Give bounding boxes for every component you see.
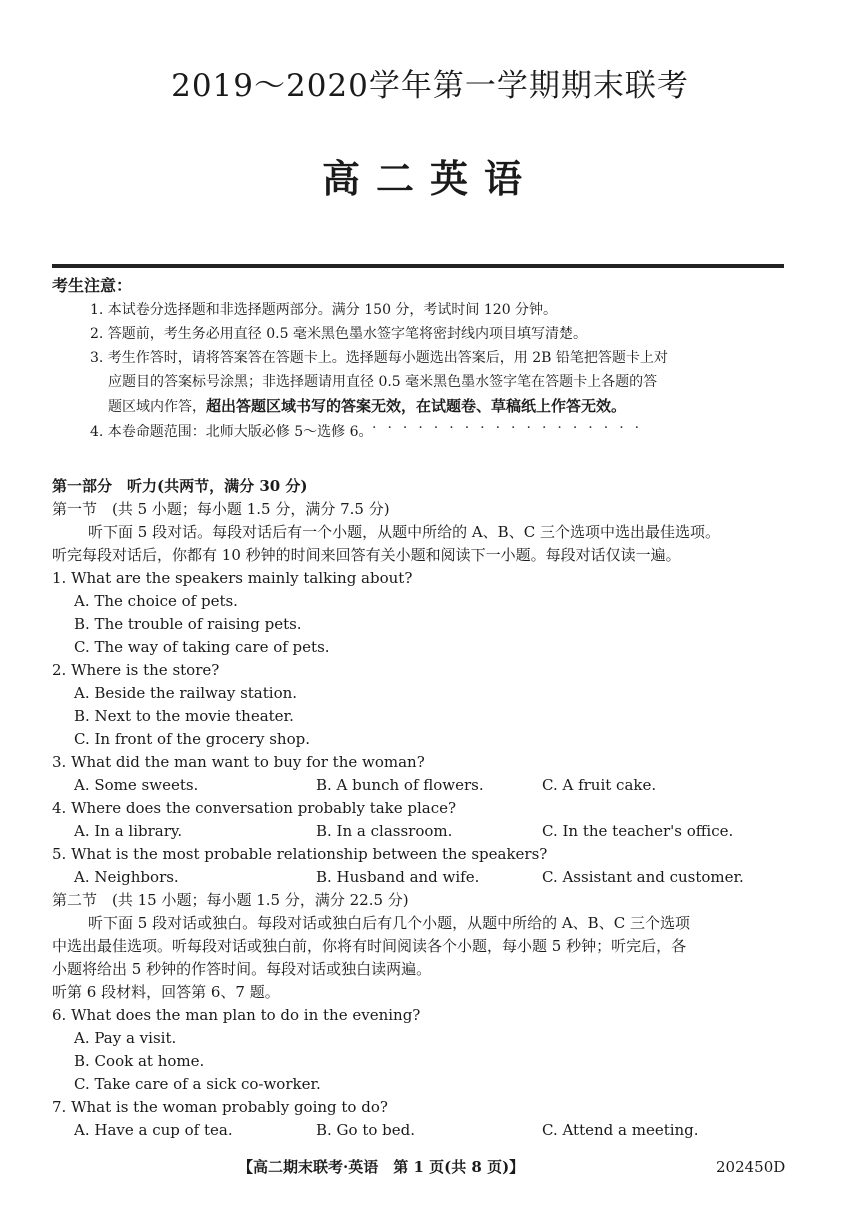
header-divider bbox=[52, 264, 784, 268]
question-4-option-b: B. In a classroom. bbox=[316, 822, 453, 840]
page-footer-title: 【高二期末联考·英语 第 1 页(共 8 页)】 bbox=[238, 1158, 525, 1176]
question-6-option-c: C. Take care of a sick co-worker. bbox=[74, 1075, 321, 1093]
notice-emphasis: 超出答题区域书写的答案无效，在试题卷、草稿纸上作答无效。 bbox=[206, 397, 627, 415]
question-3-option-c: C. A fruit cake. bbox=[542, 776, 657, 794]
question-4-option-c: C. In the teacher's office. bbox=[542, 822, 734, 840]
notice-item-3-line1: 3. 考生作答时，请将答案答在答题卡上。选择题每小题选出答案后，用 2B 铅笔把答题卡上对 bbox=[90, 350, 668, 366]
question-3-stem: 3. What did the man want to buy for the woman? bbox=[52, 753, 425, 771]
section2-instruction-line1: 听下面 5 段对话或独白。每段对话或独白后有几个小题，从题中所给的 A、B、C 三个选项 bbox=[88, 914, 690, 932]
question-5-option-b: B. Husband and wife. bbox=[316, 868, 480, 886]
question-4-stem: 4. Where does the conversation probably take place? bbox=[52, 799, 457, 817]
notice-item-3-line3 bbox=[108, 396, 626, 417]
question-3-option-a: A. Some sweets. bbox=[74, 776, 199, 794]
question-6-option-a: A. Pay a visit. bbox=[74, 1029, 177, 1047]
question-7-option-c: C. Attend a meeting. bbox=[542, 1121, 699, 1139]
subject-title: 高二英语 bbox=[321, 156, 538, 201]
question-1-option-c: C. The way of taking care of pets. bbox=[74, 638, 330, 656]
page-footer-code: 202450D bbox=[716, 1158, 786, 1176]
notice-item-3-line3a: 题区域内作答， bbox=[108, 399, 206, 415]
question-1-option-a: A. The choice of pets. bbox=[74, 592, 238, 610]
notice-item-3-line2: 应题目的答案标号涂黑；非选择题请用直径 0.5 毫米黑色墨水签字笔在答题卡上各题的答 bbox=[108, 374, 658, 390]
question-4-option-a: A. In a library. bbox=[74, 822, 183, 840]
question-2-option-b: B. Next to the movie theater. bbox=[74, 707, 294, 725]
question-2-option-a: A. Beside the railway station. bbox=[74, 684, 298, 702]
notice-item-2: 2. 答题前，考生务必用直径 0.5 毫米黑色墨水签字笔将密封线内项目填写清楚。 bbox=[90, 326, 587, 342]
section1-heading: 第一节 (共 5 小题；每小题 1.5 分，满分 7.5 分) bbox=[52, 500, 390, 518]
part1-heading: 第一部分 听力(共两节，满分 30 分) bbox=[52, 477, 308, 495]
section2-instruction-line2: 中选出最佳选项。听每段对话或独白前，你将有时间阅读各个小题，每小题 5 秒钟；听完后，各 bbox=[52, 937, 687, 955]
notice-title: 考生注意： bbox=[52, 276, 133, 295]
material-6-label: 听第 6 段材料，回答第 6、7 题。 bbox=[52, 983, 280, 1001]
notice-item-4: 4. 本卷命题范围：北师大版必修 5～选修 6。 bbox=[90, 424, 373, 440]
section1-instruction-line2: 听完每段对话后，你都有 10 秒钟的时间来回答有关小题和阅读下一小题。每段对话仅读一遍。 bbox=[52, 546, 681, 564]
notice-item-1: 1. 本试卷分选择题和非选择题两部分。满分 150 分，考试时间 120 分钟。 bbox=[90, 302, 558, 318]
question-2-option-c: C. In front of the grocery shop. bbox=[74, 730, 310, 748]
question-1-stem: 1. What are the speakers mainly talking about? bbox=[52, 569, 413, 587]
section2-heading: 第二节 (共 15 小题；每小题 1.5 分，满分 22.5 分) bbox=[52, 891, 409, 909]
question-5-option-c: C. Assistant and customer. bbox=[542, 868, 744, 886]
question-7-option-a: A. Have a cup of tea. bbox=[74, 1121, 233, 1139]
exam-title: 2019～2020学年第一学期期末联考 bbox=[171, 68, 689, 104]
question-1-option-b: B. The trouble of raising pets. bbox=[74, 615, 302, 633]
emphasis-dots: ·················· bbox=[372, 420, 651, 436]
section2-instruction-line3: 小题将给出 5 秒钟的作答时间。每段对话或独白读两遍。 bbox=[52, 960, 432, 978]
section1-instruction-line1: 听下面 5 段对话。每段对话后有一个小题，从题中所给的 A、B、C 三个选项中选出最佳选项。 bbox=[88, 523, 720, 541]
question-3-option-b: B. A bunch of flowers. bbox=[316, 776, 484, 794]
question-2-stem: 2. Where is the store? bbox=[52, 661, 220, 679]
question-7-stem: 7. What is the woman probably going to do? bbox=[52, 1098, 388, 1116]
question-6-option-b: B. Cook at home. bbox=[74, 1052, 205, 1070]
question-5-stem: 5. What is the most probable relationship between the speakers? bbox=[52, 845, 548, 863]
question-6-stem: 6. What does the man plan to do in the evening? bbox=[52, 1006, 421, 1024]
question-7-option-b: B. Go to bed. bbox=[316, 1121, 416, 1139]
question-5-option-a: A. Neighbors. bbox=[74, 868, 179, 886]
